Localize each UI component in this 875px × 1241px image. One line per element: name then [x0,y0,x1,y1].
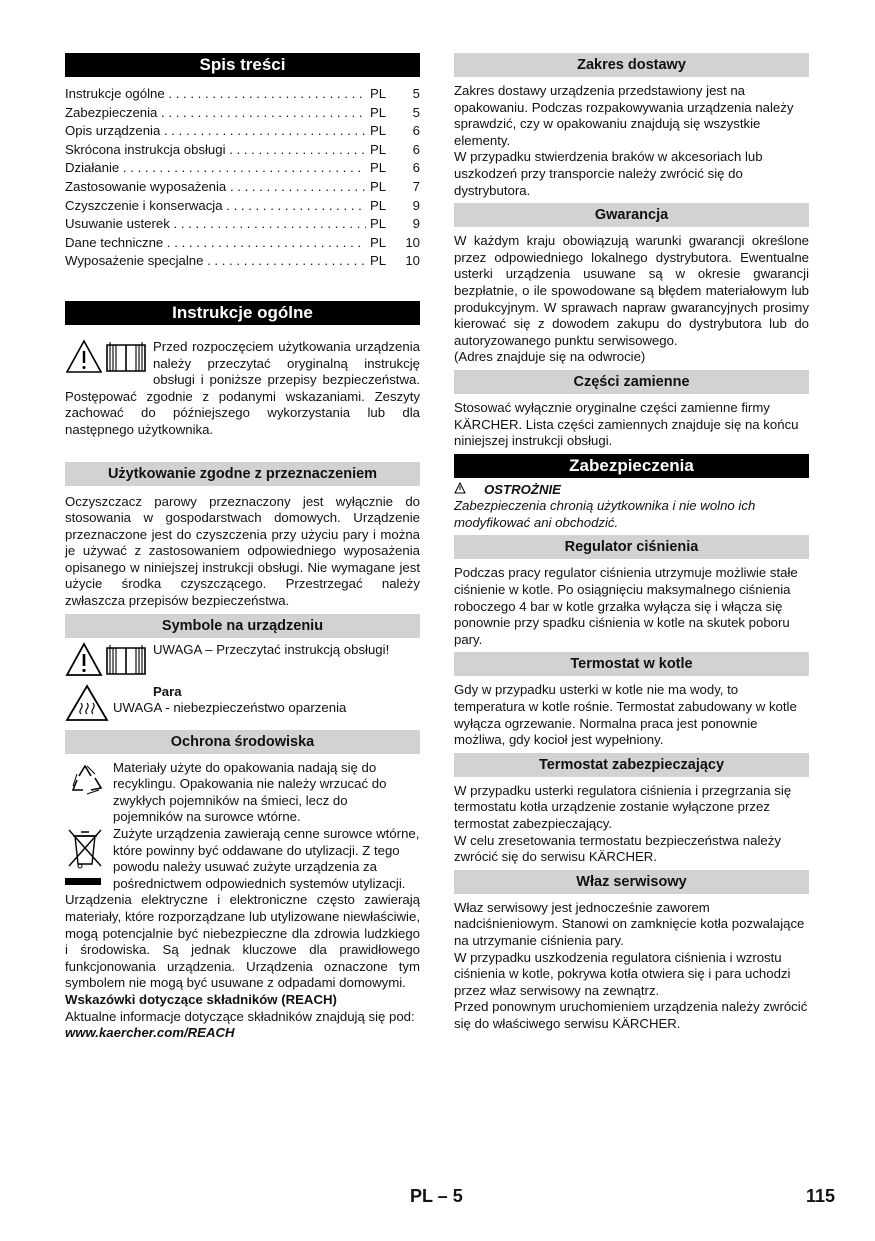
toc-entry[interactable]: Instrukcje ogólne . . . PL 5 [65,85,420,104]
steam-warning: UWAGA - niebezpieczeństwo oparzenia [113,700,347,716]
reach-title: Wskazówki dotyczące składników (REACH) [65,991,337,1007]
section-title-boiler-thermostat: Termostat w kotle [454,652,809,676]
warranty-address: (Adres znajduje się na odwrocie) [454,349,646,365]
env-disposal [65,826,420,892]
hot-steam-warning-icon [65,684,111,722]
warranty-text: W każdym kraju obowiązują warunki gwarancji określone przez odpowiedniego lokalnego dystrybutora. Ewentualne usterki urządzenia usuwane są w okresie gwarancji bezpłatnie, o ile spowodowane są błędem materiałowym lub produkcyjnym. W sprawach napraw gwarancyjnych prosimy kierować się z dowodem zakupu do dystrybutora lub do autoryzowanego punktu serwisowego. [454,233,809,348]
section-title-safety: Zabezpieczenia [454,454,809,478]
weee-symbol [65,826,109,892]
symbol-steam-text [113,684,346,722]
service-hatch-text-1: Właz serwisowy jest jednocześnie zaworem nadciśnieniowym. Stanowi on zamknięcie kotła pozwalające na utrzymanie ciśnienia pary. [454,899,805,948]
intended-use-text: Oczyszczacz parowy przeznaczony jest wyłącznie do stosowania w gospodarstwach domowych. Urządzenie przeznaczone jest do czyszczenia przy użyciu pary i można je używać z zastosowaniem odpowiedniego wyposażenia opisanego w niniejszej instrukcji obsługi. Nie wymagane jest użycie środka czyszczącego. Przestrzegać należy zwłaszcza przepisów bezpieczeństwa. [65,493,420,609]
warning-manual-icons [65,339,151,375]
footer-section: PL – 5 [410,1186,463,1206]
toc-entry[interactable]: Wyposażenie specjalne . . . PL 10 [65,252,420,271]
section-title-symbols: Symbole na urządzeniu [65,614,420,638]
reach-text: Aktualne informacje dotyczące składników znajdują się pod: [65,1008,415,1024]
toc-entry[interactable]: Usuwanie usterek . . . PL 9 [65,215,420,234]
env-recycling [65,760,420,826]
section-title-safety-thermostat: Termostat zabezpieczający [454,753,809,777]
safety-thermostat-text-1: W przypadku usterki regulatora ciśnienia i przegrzania się termostatu kotła urządzenie zostanie wyłączone przez termostat zabezpieczający. [454,782,792,831]
service-hatch-text-2: W przypadku uszkodzenia regulatora ciśnienia i wzrostu ciśnienia w kotle, pokrywa kotła otwiera się i para uchodzi przez właz serwisowy na zewnątrz. [454,949,791,998]
warning-book-icon [65,339,149,375]
safety-thermostat-text-2: W celu zresetowania termostatu bezpieczeństwa należy zwrócić się do serwisu KÄRCHER. [454,832,781,865]
toc-entry[interactable]: Opis urządzenia . . . PL 6 [65,122,420,141]
toc-entry[interactable]: Czyszczenie i konserwacja . . . PL 9 [65,197,420,216]
section-title-intended-use: Użytkowanie zgodne z przeznaczeniem [65,462,420,486]
left-column [65,53,420,1042]
section-title-general: Instrukcje ogólne [65,301,420,325]
section-title-spare-parts: Części zamienne [454,370,809,394]
section-title-environment: Ochrona środowiska [65,730,420,754]
toc-title: Spis treści [65,53,420,77]
general-intro-text: Przed rozpoczęciem użytkowania urządzenia należy przeczytać oryginalną instrukcję obsługi i poniższe przepisy bezpieczeństwa. Postępować zgodnie z podanymi wskazaniami. Zeszyty zachować do późniejszego wykorzystania lub dla następnego użytkownika. [65,338,420,437]
toc-entry[interactable]: Skrócona instrukcja obsługi . . . PL 6 [65,141,420,160]
page-number: 115 [805,1186,835,1206]
right-column [454,53,809,1033]
page-footer [0,1188,875,1212]
toc-entry[interactable]: Zabezpieczenia . . . PL 5 [65,104,420,123]
section-title-pressure-regulator: Regulator ciśnienia [454,535,809,559]
caution-label: OSTROŻNIE [484,481,561,497]
toc-list [65,85,420,271]
symbol-steam [65,684,420,722]
delivery-text-2: W przypadku stwierdzenia braków w akcesoriach lub uszkodzeń przy transporcie należy zwrócić się do dystrybutora. [454,149,763,198]
general-intro-block [65,339,420,439]
toc-entry[interactable]: Dane techniczne . . . PL 10 [65,234,420,253]
warning-triangle-icon [454,482,466,494]
reach-url[interactable]: www.kaercher.com/REACH [65,1025,235,1041]
env-electrical-text: Urządzenia elektryczne i elektroniczne często zawierają materiały, które rozporządzane lub utylizowane niewłaściwie, mogą potencjalnie być niebezpieczne dla zdrowia ludzkiego i środowiska. Są jednak kluczowe dla prawidłowego funkcjonowania urządzenia. Urządzenia oznaczone tym symbolem nie mogą być usuwane z odpadami domowymi. [65,892,420,991]
env-disposal-text: Zużyte urządzenia zawierają cenne surowce wtórne, które powinny być oddawane do utylizacji. Z tego powodu należy usuwać zużyte urządzenia za pośrednictwem odpowiednich systemów utylizacji. [113,826,420,891]
section-title-service-hatch: Właz serwisowy [454,870,809,894]
caution-icon [454,482,484,499]
steam-label: Para [153,683,182,699]
service-hatch-text-3: Przed ponownym uruchomieniem urządzenia należy zwrócić się do właściwego serwisu KÄRCHER. [454,999,808,1031]
crossed-bin-icon [65,826,105,870]
warning-book-icon [65,642,149,678]
caution-text: Zabezpieczenia chronią użytkownika i nie wolno ich modyfikować ani obchodzić. [454,498,756,530]
toc-entry[interactable]: Zastosowanie wyposażenia . . . PL 7 [65,178,420,197]
symbol-read-manual [65,642,420,678]
symbol-read-manual-text: UWAGA – Przeczytać instrukcją obsługi! [153,641,390,657]
pressure-regulator-text: Podczas pracy regulator ciśnienia utrzymuje możliwie stałe ciśnienie w kotle. Po osiągnięciu maksymalnego ciśnienia roboczego 4 bar w kotle grzałka wyłącza się i włącza się ponownie przy spadku ciśnienia w kotle na skutek poboru pary. [454,565,798,647]
spare-parts-text: Stosować wyłącznie oryginalne części zamienne firmy KÄRCHER. Lista części zamiennych znajduje się na końcu niniejszej instrukcji obsługi. [454,399,799,449]
boiler-thermostat-text: Gdy w przypadku usterki w kotle nie ma wody, to temperatura w kotle rośnie. Termostat zabudowany w kotle wyłącza ogrzewanie. Normalna praca jest ponownie możliwa, gdy kocioł jest wypełniony. [454,682,797,748]
recycling-icon [65,760,109,800]
safety-caution [454,482,809,499]
delivery-text-1: Zakres dostawy urządzenia przedstawiony jest na opakowaniu. Podczas rozpakowywania urządzenia należy sprawdzić, czy w opakowaniu znajdują się wszystkie elementy. [454,83,794,148]
section-title-delivery: Zakres dostawy [454,53,809,77]
weee-bar [65,878,101,885]
toc-entry[interactable]: Działanie . . . PL 6 [65,159,420,178]
env-recycling-text: Materiały użyte do opakowania nadają się do recyklingu. Opakowania nie należy wrzucać do zwykłych pojemników na śmieci, lecz do pojemników na surowce wtórne. [113,759,387,825]
section-title-warranty: Gwarancja [454,203,809,227]
